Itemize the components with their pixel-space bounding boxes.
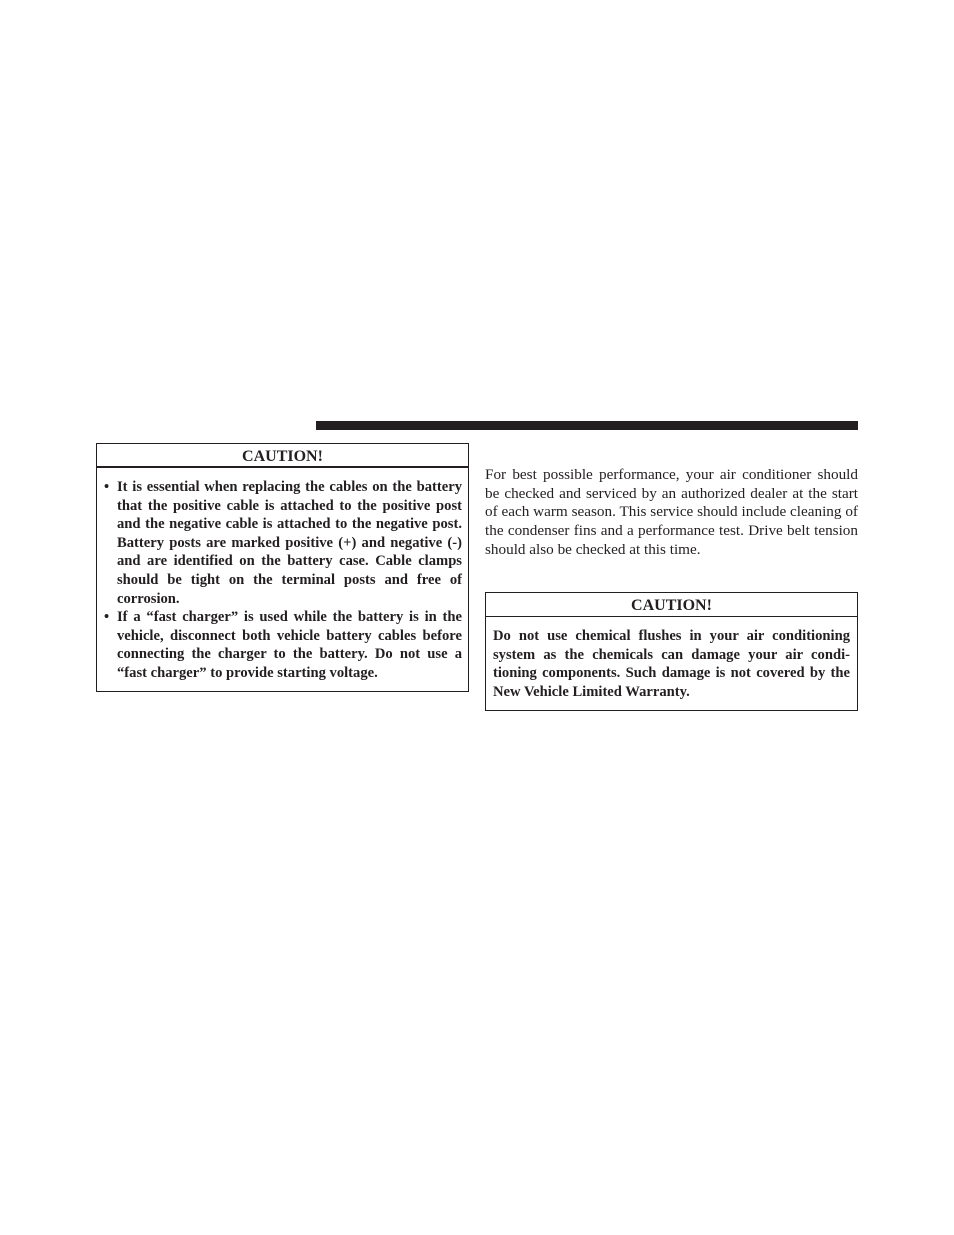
bullet-icon: • <box>104 479 110 495</box>
caution-item-text: It is essential when replacing the cables on the battery that the positive cable is attached to the positive post and the negative cable is attached to the negative post. Battery posts are marked positive (+) and negative (-) and are identified on the battery case. Cable clamps should be tight on the terminal posts and free of corrosion. <box>117 479 462 607</box>
bullet-icon: • <box>104 609 110 626</box>
caution-title: CAUTION! <box>97 444 468 468</box>
caution-title: CAUTION! <box>486 593 857 617</box>
caution-item-text: If a “fast charger” is used while the battery is in the vehicle, disconnect both vehicle battery cables before connecting the charger to the battery. Do not use a “fast charger” to provide starting voltage. <box>117 609 462 681</box>
battery-caution-box <box>96 443 469 692</box>
caution-list-item <box>104 478 462 608</box>
caution-body <box>97 468 468 683</box>
ac-caution-box <box>485 592 858 711</box>
caution-list-item <box>104 608 462 682</box>
service-paragraph: For best possible performance, your air conditioner should be checked and serviced by an authorized dealer at the start of each warm season. This service should include cleaning of the condenser fins and a performance test. Drive belt tension should also be checked at this time. <box>485 466 858 558</box>
section-header-bar <box>316 421 858 430</box>
caution-body: Do not use chemical flushes in your air conditioning system as the chemicals can damage your air conditioning components. Such damage is not covered by the New Vehicle Limited Warranty. <box>493 628 850 700</box>
